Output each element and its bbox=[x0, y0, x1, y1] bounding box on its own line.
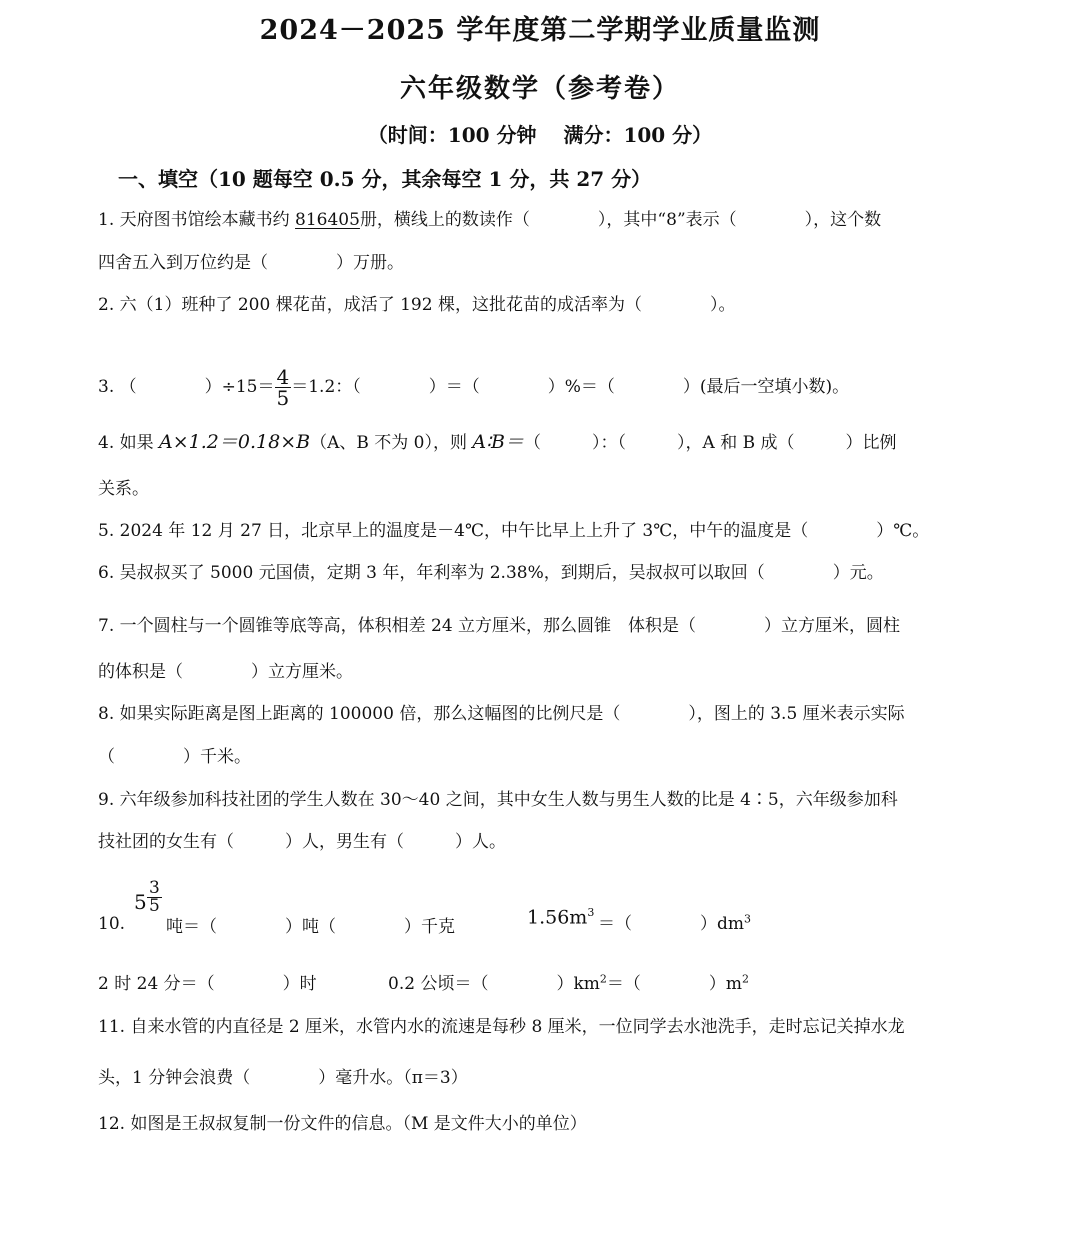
q10-mixed-fraction bbox=[147, 880, 162, 915]
q10-text-d-exponent: 2 bbox=[599, 972, 607, 986]
q10-text-d-value: 0.2 公顷＝（ ）km bbox=[388, 974, 600, 994]
q3-fraction bbox=[275, 367, 292, 408]
question-8-line-1: 8. 如果实际距离是图上距离的 100000 倍，那么这幅图的比例尺是（ ），图上的 3.5 厘米表示实际 bbox=[98, 704, 905, 724]
q1-underlined-number: 816405 bbox=[295, 210, 360, 230]
exam-title: 2024－2025 学年度第二学期学业质量监测 bbox=[259, 15, 821, 46]
question-9-line-1: 9. 六年级参加科技社团的学生人数在 30～40 之间，其中女生人数与男生人数的比是 4∶5，六年级参加科 bbox=[98, 790, 898, 810]
question-11-line-2: 头，1 分钟会浪费（ ）毫升水。（π＝3） bbox=[98, 1068, 468, 1088]
q10-text-c: 2 时 24 分＝（ ）时 bbox=[98, 974, 317, 994]
q3-text-a: 3. （ ）÷15＝ bbox=[98, 377, 275, 397]
q3-fraction-numerator: 4 bbox=[276, 365, 290, 389]
time-info: （时间：100 分钟 满分：100 分） bbox=[367, 123, 713, 147]
q1-text-a: 1. 天府图书馆绘本藏书约 bbox=[98, 210, 296, 230]
q10-text-a: 吨＝（ ）吨（ ）千克 bbox=[166, 917, 455, 937]
question-2: 2. 六（1）班种了 200 棵花苗，成活了 192 棵，这批花苗的成活率为（ ）。 bbox=[98, 295, 736, 315]
q4-ratio: A∶B＝ bbox=[472, 431, 525, 453]
question-3 bbox=[98, 362, 984, 412]
q10-fraction-numerator: 3 bbox=[149, 878, 160, 898]
question-7-line-1: 7. 一个圆柱与一个圆锥等底等高，体积相差 24 立方厘米，那么圆锥 体积是（ ）立方厘米，圆柱 bbox=[98, 616, 901, 636]
q10-volume-exponent: 3 bbox=[587, 906, 595, 919]
q4-text-b: （A、B 不为 0），则 bbox=[310, 433, 473, 453]
q10-text-e: ＝（ ）m bbox=[606, 974, 742, 994]
q10-fraction-denominator: 5 bbox=[149, 896, 160, 916]
q4-text-a: 4. 如果 bbox=[98, 433, 160, 453]
question-4-line-2: 关系。 bbox=[98, 479, 149, 499]
question-7-line-2: 的体积是（ ）立方厘米。 bbox=[98, 662, 353, 682]
q10-volume-value: 1.56m bbox=[527, 906, 588, 929]
q10-text-b bbox=[598, 909, 751, 934]
q4-text-c: （ ）：（ ），A 和 B 成（ ）比例 bbox=[524, 433, 897, 453]
q4-equation: A×1.2＝0.18×B bbox=[159, 431, 311, 453]
question-6: 6. 吴叔叔买了 5000 元国债，定期 3 年，年利率为 2.38%，到期后，吴叔叔可以取回（ ）元。 bbox=[98, 563, 884, 583]
question-1-line-2: 四舍五入到万位约是（ ）万册。 bbox=[98, 253, 404, 273]
question-4-line-1 bbox=[98, 430, 984, 455]
q10-number: 10. bbox=[98, 914, 126, 934]
q1-text-b: 册，横线上的数读作（ ），其中“8”表示（ ），这个数 bbox=[359, 210, 882, 230]
question-12: 12. 如图是王叔叔复制一份文件的信息。（M 是文件大小的单位） bbox=[98, 1114, 587, 1134]
q10-mixed-whole: 5 bbox=[134, 890, 147, 914]
q10-volume bbox=[527, 906, 594, 928]
question-8-line-2: （ ）千米。 bbox=[98, 747, 251, 767]
question-1-line-1 bbox=[98, 208, 984, 232]
q10-text-e-exponent: 2 bbox=[742, 972, 749, 986]
exam-subtitle: 六年级数学（参考卷） bbox=[399, 74, 680, 104]
question-5: 5. 2024 年 12 月 27 日，北京早上的温度是－4℃，中午比早上上升了 3℃，中午的温度是（ ）℃。 bbox=[98, 521, 930, 541]
q3-text-b: ＝1.2：（ ）＝（ ）%＝（ ）(最后一空填小数)。 bbox=[291, 377, 850, 397]
q10-text-d bbox=[388, 969, 749, 994]
question-11-line-1: 11. 自来水管的内直径是 2 厘米，水管内水的流速是每秒 8 厘米，一位同学去水池洗手，走时忘记关掉水龙 bbox=[98, 1017, 905, 1037]
q10-text-b-value: ＝（ ）dm bbox=[598, 914, 745, 934]
q10-text-b-exponent: 3 bbox=[744, 912, 752, 926]
question-9-line-2: 技社团的女生有（ ）人，男生有（ ）人。 bbox=[98, 832, 506, 852]
section-heading: 一、填空（10 题每空 0.5 分，其余每空 1 分，共 27 分） bbox=[118, 167, 652, 191]
q3-fraction-denominator: 5 bbox=[276, 386, 290, 410]
